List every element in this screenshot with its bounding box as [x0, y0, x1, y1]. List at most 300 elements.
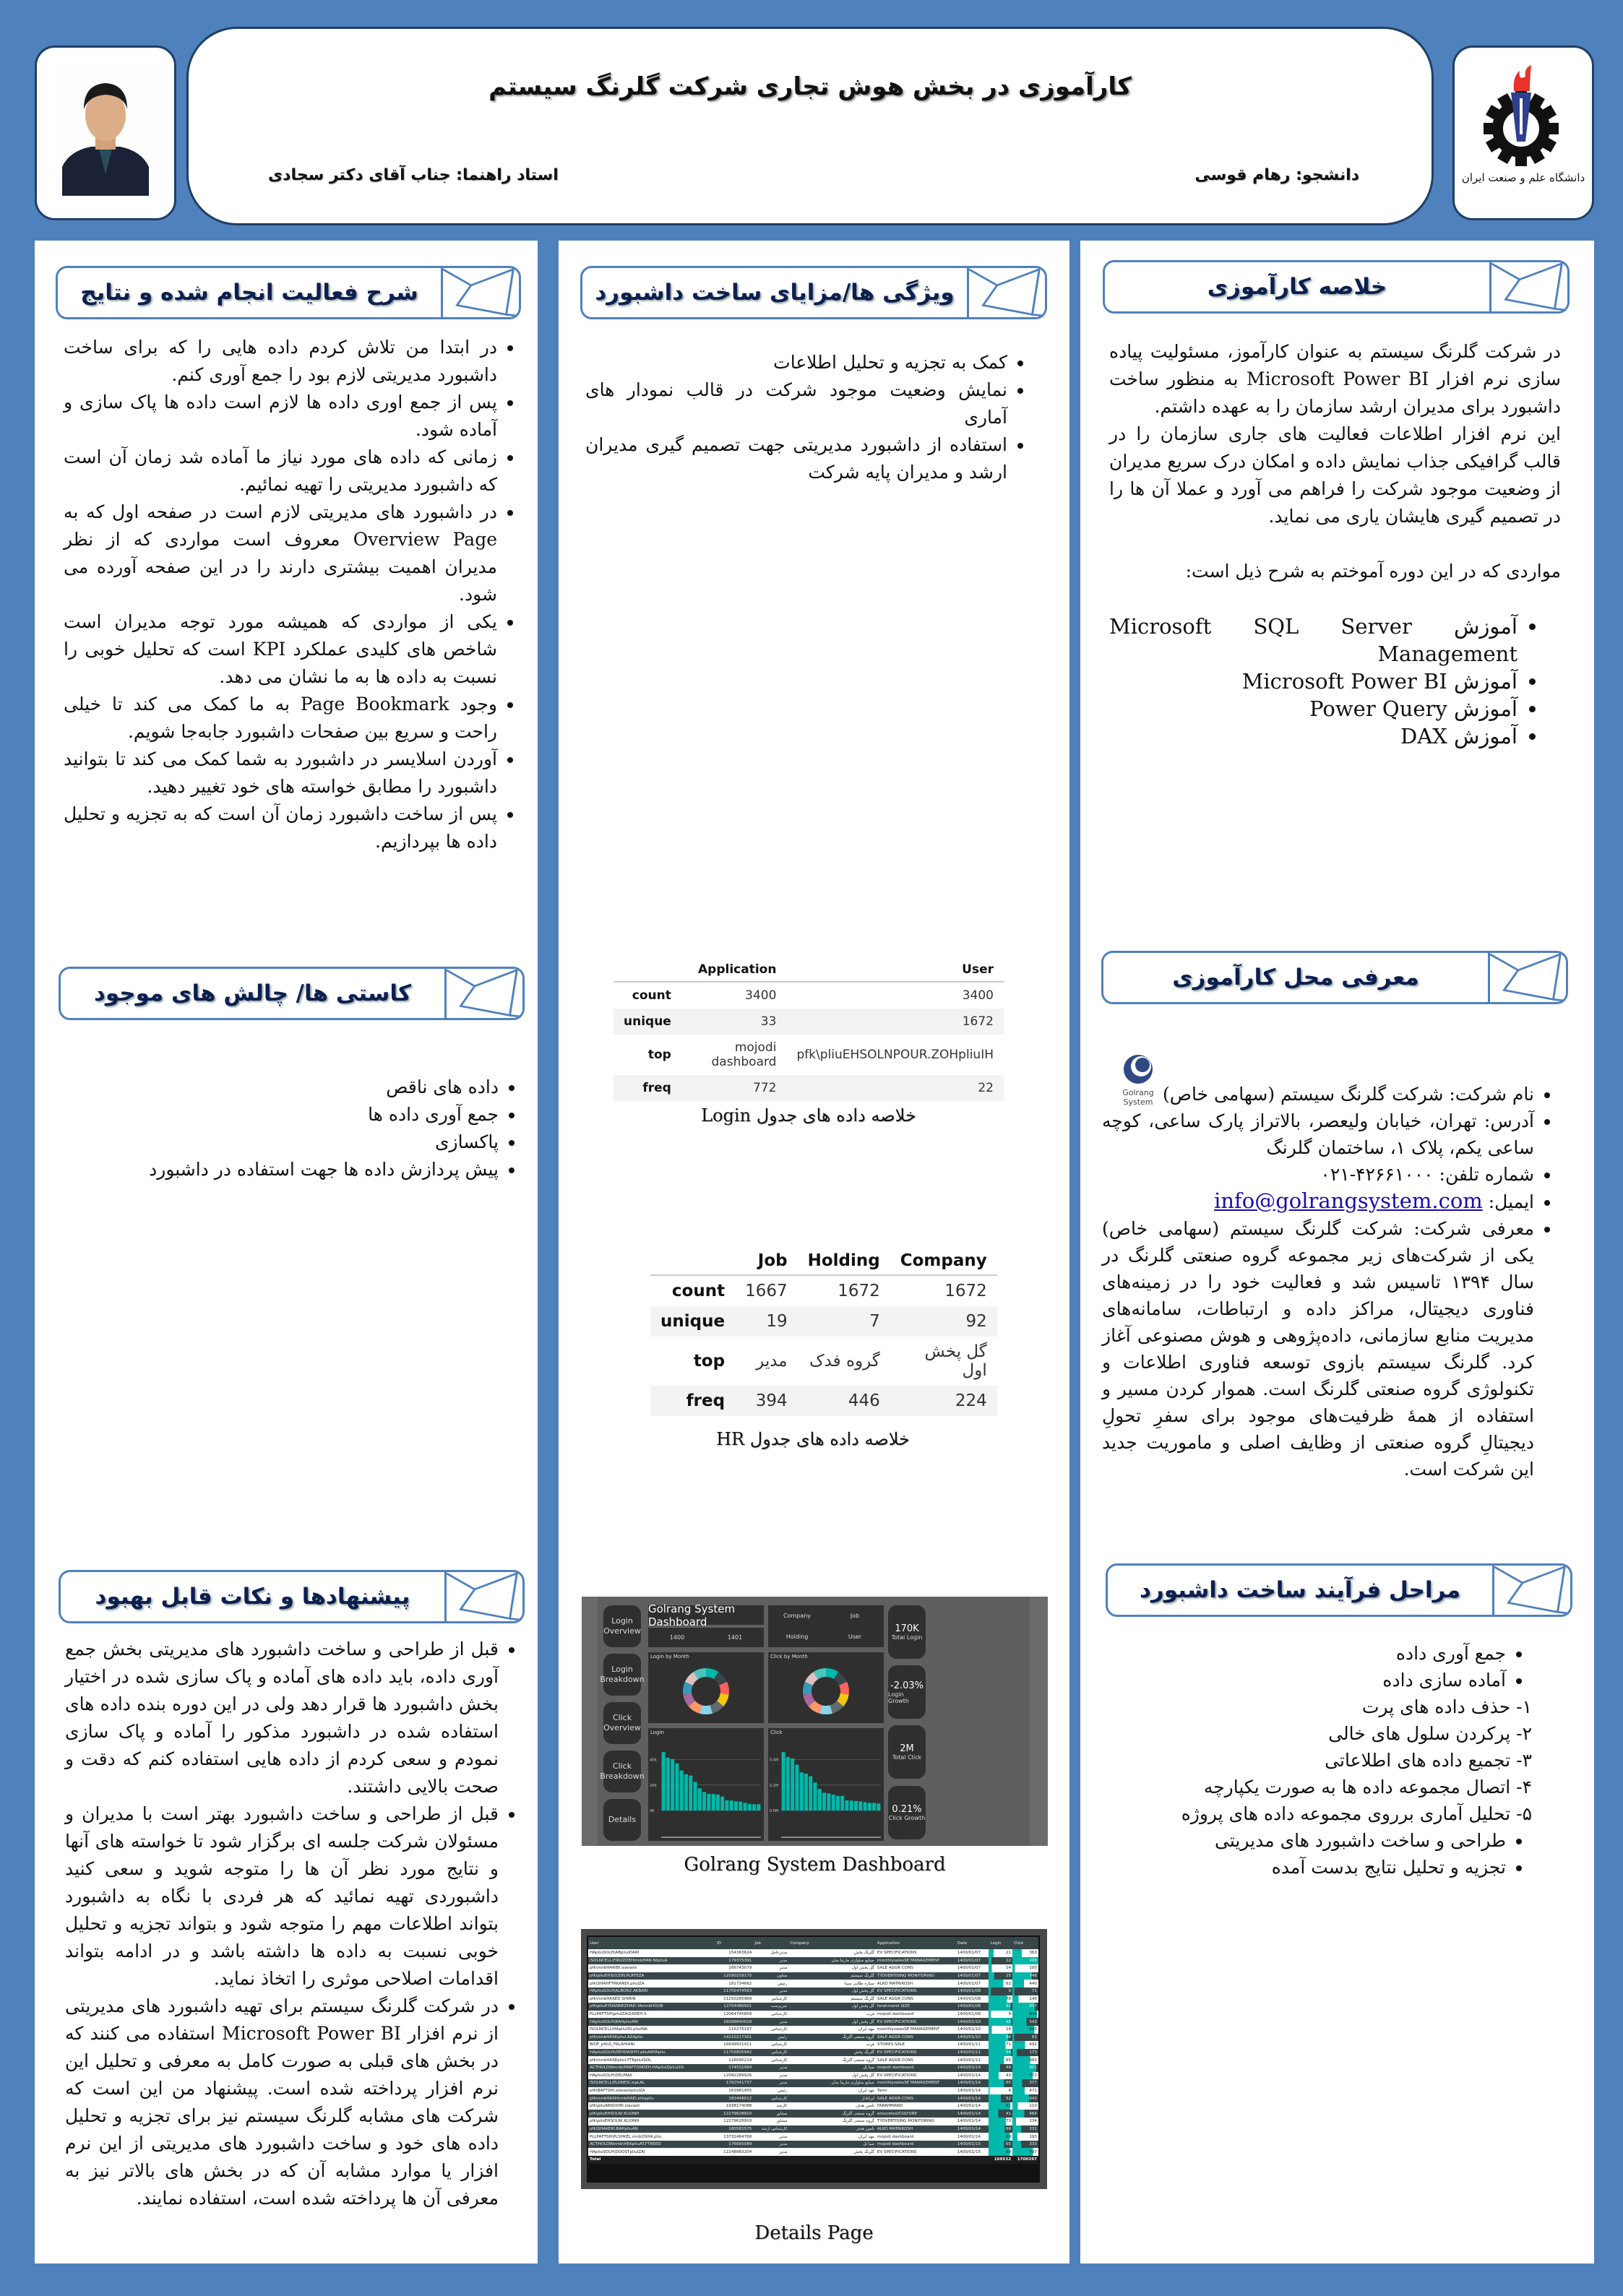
table-row[interactable]: [588, 2110, 1038, 2118]
table-cell: 1672: [962, 1014, 994, 1029]
svg-text:دانشگاه علم و صنعت ایران: دانشگاه علم و صنعت ایران: [1461, 171, 1585, 184]
table-cell: 3400: [745, 988, 777, 1003]
table-cell: 134: [1012, 2118, 1038, 2125]
user-slicer[interactable]: User: [848, 1633, 862, 1640]
bar: [850, 1800, 853, 1811]
click-by-month-donut: [768, 1661, 884, 1722]
login-bar-panel: [648, 1728, 764, 1841]
table-cell: مدیر: [753, 1957, 788, 1965]
table-row[interactable]: [588, 2003, 1038, 2011]
chart-title: Click: [770, 1730, 783, 1735]
table-cell: ISOLNCELL\HApliuIDI.pliuINA: [588, 2026, 715, 2034]
table-cell: گل پخش اول: [788, 1964, 876, 1972]
nav-click-breakdown[interactable]: Click Breakdown: [603, 1751, 641, 1792]
table-cell: 65: [989, 2079, 1012, 2087]
bar: [666, 1758, 670, 1811]
table-cell: 210: [1012, 2102, 1038, 2110]
table-cell: کارشناس: [753, 2056, 788, 2064]
column-header[interactable]: ID: [715, 1937, 753, 1949]
table-cell: 1938174088: [715, 2102, 753, 2110]
section-header-activities: [56, 266, 521, 319]
table-cell: monthlysalesSE MANAGEMENT: [876, 2079, 956, 2087]
table-cell: pfk\pliuEHSOLNPOUR.ZOHpliuIH: [796, 1048, 994, 1062]
bar: [814, 1782, 817, 1811]
table-cell: 1400/01/10: [956, 2018, 989, 2026]
table-cell: 1400/01/07: [956, 1964, 989, 1972]
dashboard-title: Golrang System Dashboard: [648, 1605, 764, 1625]
table-cell: BIOP_pfk\S_FALAHIANI: [588, 2041, 715, 2049]
suggestion-item: • قبل از طراحی و ساخت داشبورد بهتر است با مدیران و مسئولان شرکت جلسه ای برگزار شود تا خواسته های آنها و نتایج مورد نظر آن ها را متوجه شوید و سعی کنید داشبوردی تهیه نمائید که هر فردی با نگاه به داشبورد بتواند اطلاعات مهم را متوجه شود و بتواند تجزیه و تحلیل خوبی نسبت به داده ها داشته باشد و در ادامه بتواند اقدامات اصلاحی موثری را اتخاذ نماید.: [65, 1800, 499, 1993]
table-cell: 12092289926: [715, 2072, 753, 2080]
table-cell: EV SPECIFICATIONS: [876, 1988, 956, 1995]
section-header-summary: [1103, 260, 1570, 314]
table-cell: تامین هدف: [788, 2125, 876, 2133]
table-cell: pfk\mnbHASEpliuI.AZApliu: [588, 2034, 715, 2042]
table-cell: pfk\mnbHASEpliuI.FTRpliuISOL: [588, 2056, 715, 2064]
table-cell: گلرنگ پخش: [788, 1949, 876, 1957]
kpi-value: 0.21%: [892, 1804, 922, 1815]
table-cell: mojodi dashboard: [711, 1040, 777, 1069]
table-cell: 643: [1012, 2094, 1038, 2102]
table-cell: صبا تل: [788, 2064, 876, 2072]
table-cell: 1400/01/14: [956, 2110, 989, 2118]
challenges-body: [64, 1074, 520, 1183]
suggestion-item: • در شرکت گلرنگ سیستم برای تهیه داشبورد های مدیریتی از نرم افزار Microsoft Power BI استفاده می کنند که در بخش های قبلی به صورت کامل به معرفی و تحلیل این نرم افزار پرداخته شده است. پیشنهاد من این است که شرکت های مشابه گلرنگ سیستم نیز برای تجزیه و تحلیل داده های خود و ساخت داشبورد های مدیریتی از این نرم افزار یا موارد مشابه آن که در بخش های بالاتر نیز به معرفی آن ها پرداخته شده است، استفاده نمایند.: [65, 1993, 499, 2212]
y-tick-label: 0K: [650, 1809, 655, 1813]
table-header-row: [588, 1937, 1038, 1949]
activity-item: • یکی از مواردی که همیشه مورد توجه مدیران است شاخص های کلیدی عملکرد KPI است که تحلیل خوبی را نسبت به داده ها به ما نشان می دهد.: [64, 608, 497, 691]
table-cell: مدیر: [753, 2133, 788, 2141]
y-tick-label: 20K: [650, 1783, 657, 1788]
suggestions-body: [65, 1636, 520, 2212]
section-title: کاستی ها/ چالش های موجود: [93, 980, 412, 1006]
table-cell: 183448012: [715, 2094, 753, 2102]
column-header[interactable]: Click: [1012, 1937, 1038, 1949]
table-cell: 25: [989, 1972, 1012, 1980]
table-cell: 1400/01/14: [956, 2133, 989, 2141]
table-cell: SALE AGGR CONS: [876, 2034, 956, 2042]
table-cell: pfk\pliuEYDANNEZHAD.YAmnbHOUB: [588, 2003, 715, 2011]
bar: [730, 1800, 733, 1811]
table-cell: گلرنگ سیستم: [788, 1972, 876, 1980]
university-logo-icon: [1461, 62, 1585, 207]
process-body: [1127, 1640, 1532, 1881]
table-cell: مدیرعامل: [753, 1949, 788, 1957]
activities-body: [64, 334, 519, 855]
table-row[interactable]: [588, 2064, 1038, 2072]
learned-item: • آموزش Microsoft Power BI: [1109, 668, 1517, 695]
university-logo-frame: [1452, 46, 1594, 220]
details-page-screenshot: [581, 1929, 1047, 2189]
table-row[interactable]: [588, 2118, 1038, 2125]
table-cell: 12090259175: [715, 1972, 753, 1980]
summary-paragraph: در شرکت گلرنگ سیستم به عنوان کارآموز، مسئولیت پیاده سازی نرم افزار Microsoft Power BI به منظور ساخت داشبورد برای مدیران ارشد سازمان را به عهده داشتم.: [1109, 341, 1561, 417]
table-cell: گروه صنعتی گلرنگ: [788, 2034, 876, 2042]
details-caption: Details Page: [754, 2222, 874, 2244]
table-cell: 13732464768: [715, 2133, 753, 2141]
table-cell: 173: [1012, 2049, 1038, 2057]
hr-table-caption: خلاصه داده های جدول HR: [716, 1429, 910, 1449]
features-body: [585, 349, 1033, 486]
login-bar-chart: [648, 1737, 764, 1839]
table-cell: تامین هدف: [788, 2102, 876, 2110]
table-cell: مشاور: [753, 2118, 788, 2125]
row-label: unique: [660, 1312, 726, 1331]
envelope-icon: [1489, 262, 1567, 311]
row-label: unique: [624, 1014, 671, 1029]
table-row[interactable]: [588, 2034, 1038, 2042]
student-photo: [55, 66, 156, 196]
row-label: freq: [642, 1081, 671, 1095]
table-cell: EV SPECIFICATIONS: [876, 1949, 956, 1957]
table-row[interactable]: [588, 1949, 1038, 1957]
table-cell: کارشناس: [753, 2049, 788, 2057]
table-row[interactable]: [588, 1972, 1038, 1980]
bar: [702, 1792, 706, 1811]
column-header: User: [786, 958, 1004, 982]
table-row[interactable]: [588, 2041, 1038, 2049]
kpi-value: 170K: [895, 1623, 919, 1634]
envelope-icon: [967, 268, 1045, 317]
table-cell: کارمند: [753, 2102, 788, 2110]
table-row: [650, 1337, 997, 1386]
total-cell: Total: [588, 2156, 715, 2164]
student-photo-frame: [35, 46, 176, 220]
table-cell: 11250285968: [715, 1995, 753, 2003]
table-cell: EV SPECIFICATIONS: [876, 2049, 956, 2057]
table-cell: مدیر: [753, 1964, 788, 1972]
table-cell: 12279628910: [715, 2118, 753, 2125]
table-cell: SALE AGGR CONS: [876, 2094, 956, 2102]
column-header[interactable]: Login: [989, 1937, 1012, 1949]
details-table: [588, 1937, 1038, 2164]
table-cell: 224: [955, 1391, 987, 1410]
table-cell: 492: [1012, 2041, 1038, 2049]
table-cell: pfk\pliuEHSOLNI.KLIONH: [588, 2110, 715, 2118]
year-slicer[interactable]: [648, 1628, 764, 1647]
table-cell: 1400/01/14: [956, 2094, 989, 2102]
click-by-month-panel: [768, 1652, 884, 1723]
table-cell: رئیس: [753, 1980, 788, 1988]
table-cell: monthlysalesSE MANAGEMENT: [876, 1957, 956, 1965]
activity-item: • در داشبورد های مدیریتی لازم است در صفحه اول که به Overview Page معروف است مواردی که از نظر مدیران اهمیت بیشتری دارند را در این صفحه آورده می شود.: [64, 499, 497, 608]
table-cell: 12279628910: [715, 2110, 753, 2118]
column-header: Application: [681, 958, 787, 982]
total-row: [588, 2156, 1038, 2164]
bar: [877, 1803, 880, 1811]
row-label: top: [647, 1048, 671, 1062]
table-cell: گل پخش اول: [788, 2018, 876, 2026]
table-cell: PLLPAFTSH\pliuIZAIZADEH.S: [588, 2011, 715, 2019]
table-row[interactable]: [588, 1988, 1038, 1995]
total-cell: [753, 2156, 788, 2164]
table-cell: کارشناس: [753, 1995, 788, 2003]
table-row: [614, 1009, 1004, 1035]
envelope-icon: [444, 969, 522, 1018]
bar: [684, 1774, 688, 1811]
table-cell: رئیس: [753, 2087, 788, 2095]
table-cell: HApliuSOLH\ABpliuIDARI: [588, 1949, 715, 1957]
table-cell: 11755474563: [715, 1988, 753, 1995]
bar: [689, 1776, 692, 1811]
table-cell: 1667: [745, 1282, 788, 1300]
table-cell: 3400: [962, 988, 994, 1003]
table-row[interactable]: [588, 2056, 1038, 2064]
bar: [840, 1796, 844, 1811]
y-tick-label: 0.0M: [770, 1809, 779, 1813]
table-row[interactable]: [588, 2133, 1038, 2141]
login-by-month-panel: [648, 1652, 764, 1723]
email-link[interactable]: info@golrangsystem.com: [1214, 1188, 1483, 1213]
table-row[interactable]: [588, 2125, 1038, 2133]
bar: [791, 1758, 794, 1811]
donut-title: Click by Month: [770, 1654, 808, 1660]
section-title: مراحل فرآیند ساخت داشبورد: [1139, 1577, 1461, 1603]
column-header[interactable]: Company: [788, 1937, 876, 1949]
bar: [818, 1789, 822, 1811]
table-row[interactable]: [588, 2102, 1038, 2110]
company-slicer[interactable]: Company: [783, 1613, 812, 1619]
table-cell: EV SPECIFICATIONS: [876, 2148, 956, 2156]
company-body: [1102, 1081, 1550, 1483]
table-cell: 163981955: [715, 2087, 753, 2095]
table-cell: 62: [989, 1980, 1012, 1988]
bar: [786, 1757, 790, 1811]
table-cell: pfk\pliuANSOORI.siavash: [588, 2102, 715, 2110]
year-option[interactable]: 1400: [669, 1634, 685, 1641]
bar: [864, 1803, 867, 1811]
table-cell: 65: [989, 2056, 1012, 2064]
table-cell: مدیر: [753, 2064, 788, 2072]
table-cell: مدیر: [753, 2148, 788, 2156]
hr-table: [650, 1247, 997, 1416]
table-row[interactable]: [588, 2079, 1038, 2087]
column-header[interactable]: Date: [956, 1937, 989, 1949]
table-cell: 1400/01/14: [956, 2072, 989, 2080]
bar: [836, 1796, 840, 1811]
nav-login-overview[interactable]: Login Overview: [603, 1605, 641, 1647]
table-cell: 1400/01/14: [956, 2102, 989, 2110]
supervisor-name: استاد راهنما: جناب آقای دکتر سجادی: [268, 166, 559, 184]
table-cell: EV SPECIFICATIONS: [876, 2018, 956, 2026]
table-cell: mojodi dashboard: [876, 2141, 956, 2149]
table-cell: 21: [989, 1949, 1012, 1957]
learned-item: • آموزش DAX: [1109, 722, 1517, 750]
process-step: ۵- تحلیل آماری برروی مجموعه داده های پروژه: [1181, 1803, 1532, 1824]
table-cell: STORES SALE: [876, 2041, 956, 2049]
table-cell: pfk\mnbHASHmnbHAEI.elhapliu: [588, 2094, 715, 2102]
table-row[interactable]: [588, 2049, 1038, 2057]
table-cell: 12064745858: [715, 2011, 753, 2019]
table-cell: ensuretestCULTURE: [876, 2110, 956, 2118]
table-row[interactable]: [588, 2072, 1038, 2080]
table-cell: گل پخش اول: [788, 1988, 876, 1995]
bar: [698, 1788, 702, 1811]
table-row[interactable]: [588, 2094, 1038, 2102]
table-cell: 1400/01/14: [956, 2125, 989, 2133]
table-cell: SALE AGGR CONS: [876, 1964, 956, 1972]
table-cell: 1672: [944, 1282, 987, 1300]
kpi-label: Total Click: [892, 1754, 922, 1761]
table-cell: کارشناس: [753, 2041, 788, 2049]
table-cell: 19: [766, 1312, 788, 1331]
bar: [712, 1794, 715, 1811]
column-header: Job: [735, 1247, 798, 1275]
row-label: freq: [686, 1391, 726, 1410]
bar: [809, 1776, 812, 1811]
table-row[interactable]: [588, 2011, 1038, 2019]
table-cell: 748: [1012, 1972, 1038, 1980]
bar: [827, 1793, 830, 1811]
chart-scrollbar[interactable]: [661, 1837, 761, 1838]
table-cell: EV SPECIFICATIONS: [876, 2072, 956, 2080]
bar: [744, 1803, 747, 1811]
table-cell: مدیر: [753, 2141, 788, 2149]
table-cell: 772: [752, 1081, 777, 1095]
table-cell: صبا تل: [788, 2141, 876, 2149]
feature-item: • استفاده از داشبورد مدیریتی جهت تصمیم گیری مدیران ارشد و مدیران پایه شرکت: [585, 431, 1007, 486]
table-cell: 333: [1012, 2141, 1038, 2149]
bar: [872, 1803, 876, 1811]
column-header[interactable]: Application: [876, 1937, 956, 1949]
table-cell: 84: [989, 2034, 1012, 2042]
table-cell: ACTHOLDINmnb\FARFTONDEH.HApliuIDpliuIZA: [588, 2064, 715, 2072]
table-row: [614, 982, 1004, 1009]
header-banner: [186, 27, 1434, 225]
table-row[interactable]: [588, 2018, 1038, 2026]
section-header-company: [1101, 951, 1568, 1004]
table-cell: 446: [848, 1391, 880, 1410]
process-step: ۴- اتصال مجموعه داده ها به صورت یکپارچه: [1203, 1777, 1532, 1797]
section-title: معرفی محل کارآموزی: [1172, 964, 1419, 991]
table-row[interactable]: [588, 1980, 1038, 1988]
table-cell: 377: [1012, 2079, 1038, 2087]
click-bar-panel: [768, 1728, 884, 1841]
table-cell: 1400/01/14: [956, 2079, 989, 2087]
section-header-process: [1106, 1563, 1572, 1617]
table-cell: 11755805942: [715, 2049, 753, 2057]
total-cell: 1700297: [1012, 2156, 1038, 2164]
table-cell: 1400/01/14: [956, 2087, 989, 2095]
process-step: ۳- تجمیع داده های اطلاعاتی: [1325, 1750, 1532, 1771]
challenge-item: • داده های ناقص: [64, 1074, 499, 1101]
table-row: [614, 1035, 1004, 1075]
bar: [716, 1795, 720, 1811]
dashboard-screenshot: [582, 1597, 1048, 1846]
bar: [800, 1772, 804, 1811]
table-cell: 797: [1012, 2148, 1038, 2156]
table-cell: ALKO MATRIKOSH: [876, 1980, 956, 1988]
process-steps: [1127, 1693, 1532, 1827]
bar: [854, 1801, 858, 1811]
total-cell: 169532: [989, 2156, 1012, 2164]
table-row[interactable]: [588, 2087, 1038, 2095]
table-cell: 176665089: [715, 2141, 753, 2149]
hr-summary-table: [650, 1247, 987, 1449]
kpi-total-login: [888, 1605, 926, 1659]
table-cell: pfk\pliuEHSOLNI.KLIONH: [588, 2118, 715, 2125]
table-cell: 92: [965, 1312, 987, 1331]
column-header[interactable]: User: [588, 1937, 715, 1949]
section-title: پیشنهادها و نکات قابل بهبود: [95, 1584, 410, 1610]
table-row[interactable]: [588, 2141, 1038, 2149]
bar: [662, 1752, 666, 1811]
kpi-label: Click Growth: [888, 1815, 926, 1821]
table-cell: گلرنگ پخش: [788, 2049, 876, 2057]
table-cell: 16649931411: [715, 2041, 753, 2049]
column-header[interactable]: Job: [753, 1937, 788, 1949]
table-cell: 12754480501: [715, 2003, 753, 2011]
table-cell: 14: [989, 1964, 1012, 1972]
table-cell: pfk\mnbHASED.SHIRIN: [588, 1995, 715, 2003]
chart-scrollbar[interactable]: [781, 1837, 881, 1838]
table-row[interactable]: [588, 1957, 1038, 1965]
learned-list: [1109, 613, 1561, 750]
summary-body: [1109, 338, 1561, 750]
process-item: • تجزیه و تحلیل نتایج بدست آمده: [1127, 1854, 1506, 1881]
year-option[interactable]: 1401: [727, 1634, 743, 1641]
nav-click-overview[interactable]: Click Overview: [603, 1702, 641, 1744]
process-step: ۱- حذف داده های پرت: [1361, 1696, 1532, 1717]
table-cell: کارشناس: [753, 2011, 788, 2019]
table-cell: FARAHMAND: [876, 2102, 956, 2110]
table-cell: HApliuSOLH\DELFANI: [588, 2072, 715, 2080]
bar: [804, 1774, 808, 1811]
table-cell: 944: [1012, 2011, 1038, 2019]
bar: [832, 1795, 835, 1811]
table-cell: 41: [989, 2110, 1012, 2118]
table-cell: 901: [1012, 2064, 1038, 2072]
job-slicer[interactable]: Job: [850, 1613, 860, 1619]
table-cell: فرب: [788, 2041, 876, 2049]
bar: [707, 1794, 710, 1811]
table-cell: 1400/01/11: [956, 2056, 989, 2064]
bar: [734, 1801, 738, 1811]
table-cell: 1400/01/11: [956, 2041, 989, 2049]
table-row: [650, 1386, 997, 1416]
company-email-row: [1102, 1188, 1534, 1215]
process-item: • جمع آوری داده: [1127, 1640, 1506, 1667]
row-label: count: [671, 1282, 726, 1300]
table-cell: گل پخش اول: [924, 1342, 987, 1380]
table-row[interactable]: [588, 1995, 1038, 2003]
table-cell: گلرنگ پخش: [788, 2148, 876, 2156]
table-row[interactable]: [588, 2148, 1038, 2156]
holding-slicer[interactable]: Holding: [785, 1633, 809, 1640]
table-cell: 78: [989, 1995, 1012, 2003]
table-cell: 181734662: [715, 1980, 753, 1988]
bar: [782, 1752, 785, 1811]
kpi-label: Total Login: [891, 1634, 923, 1641]
dashboard-caption: Golrang System Dashboard: [684, 1854, 946, 1876]
table-cell: 52: [989, 2094, 1012, 2102]
table-row[interactable]: [588, 1964, 1038, 1972]
column-header: Company: [890, 1247, 997, 1275]
table-cell: 91: [989, 2102, 1012, 2110]
table-row[interactable]: [588, 2026, 1038, 2034]
column-header: [614, 958, 681, 982]
table-cell: 1400/01/07: [956, 1957, 989, 1965]
column-header: [650, 1247, 735, 1275]
nav-login-breakdown[interactable]: Login Breakdown: [603, 1654, 641, 1696]
table-cell: 9: [989, 1988, 1012, 1995]
y-tick-label: 0.4M: [770, 1758, 779, 1763]
table-cell: معاون: [753, 1972, 788, 1980]
table-cell: 65: [989, 2141, 1012, 2149]
nav-details[interactable]: Details: [603, 1799, 641, 1841]
table-cell: ACTHOLDINmnb\HEKpliuAT.FTREED: [588, 2141, 715, 2149]
challenge-item: • پاکسازی: [64, 1128, 499, 1156]
